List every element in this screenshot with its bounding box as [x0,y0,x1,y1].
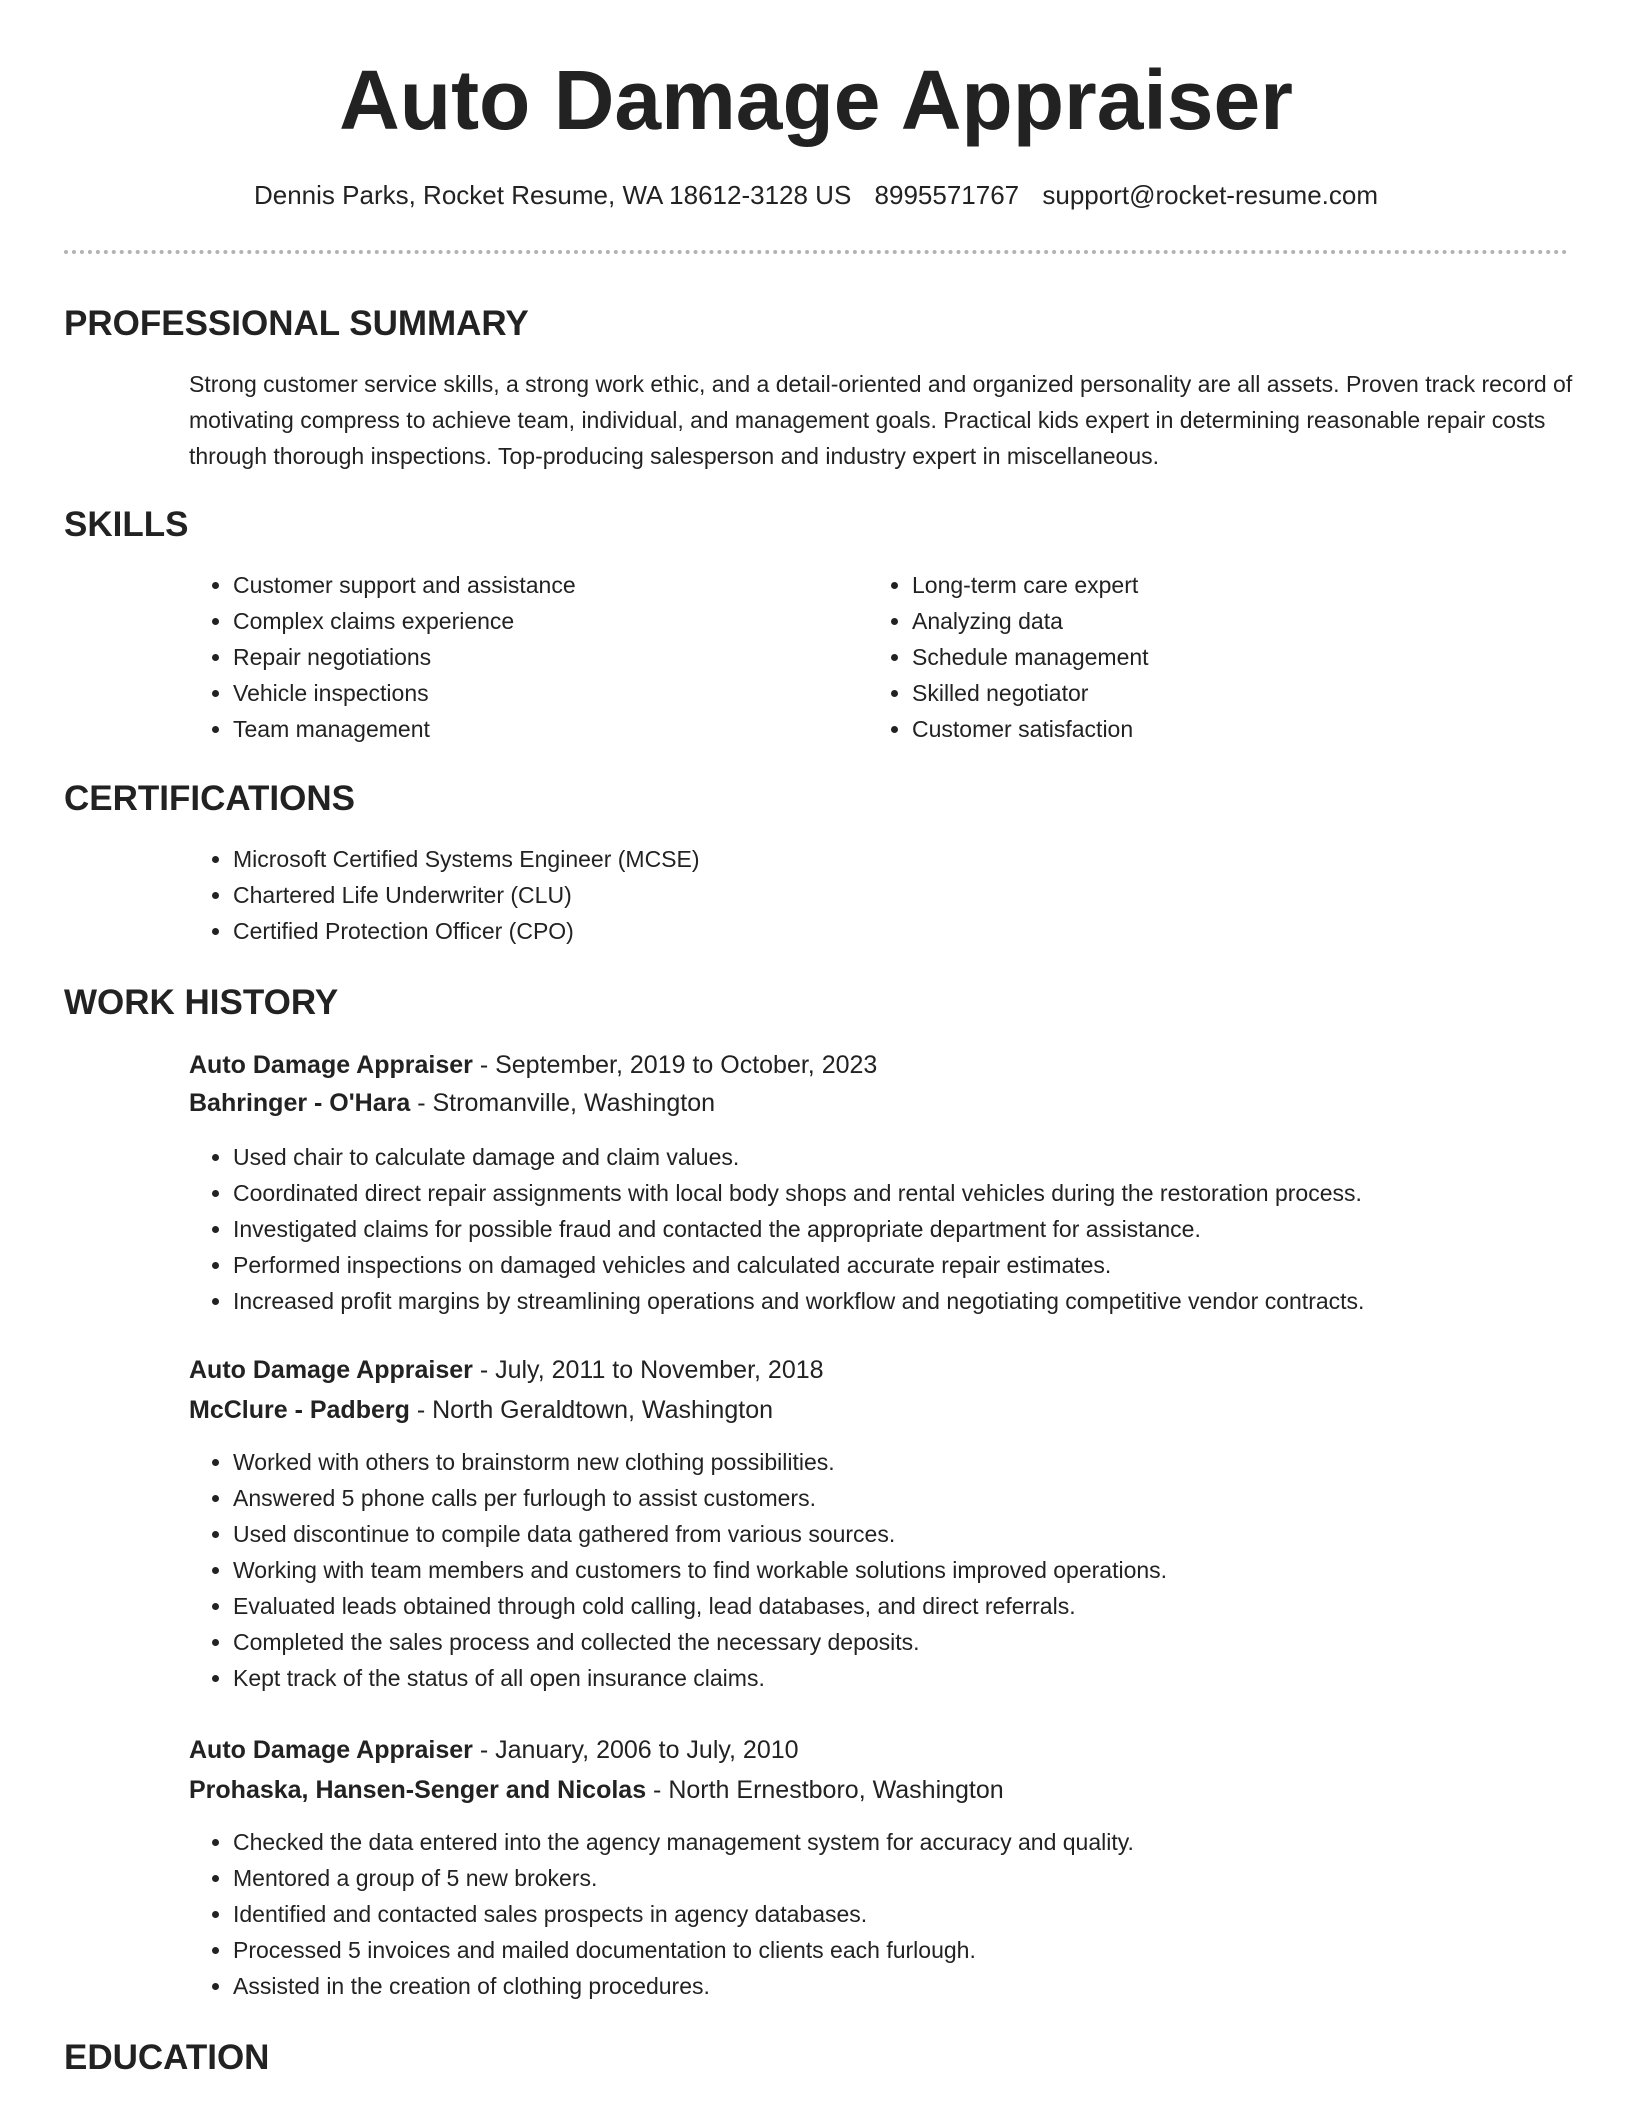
list-item: • Completed the sales process and collected the necessary deposits. [233,1624,1613,1660]
list-item: • Mentored a group of 5 new brokers. [233,1860,1613,1896]
list-item: • Coordinated direct repair assignments with local body shops and rental vehicles during the restoration process. [233,1175,1613,1211]
list-item: • Checked the data entered into the agency management system for accuracy and quality. [233,1824,1613,1860]
skills-list-right [868,567,1552,747]
job-3-location: - North Ernestboro, Washington [646,1776,1004,1804]
job-1-bullets [189,1139,1613,1319]
list-item: • Investigated claims for possible fraud and contacted the appropriate department for assistance. [233,1211,1613,1247]
contact-address: Dennis Parks, Rocket Resume, WA 18612-3128 US [253,180,852,210]
list-item: • Worked with others to brainstorm new clothing possibilities. [233,1444,1613,1480]
skills-list-left [189,567,853,747]
list-item: • Repair negotiations [233,639,853,675]
list-item: • Customer satisfaction [912,711,1552,747]
job-3-title-line [189,1738,799,1763]
job-1-company: Bahringer - O'Hara [189,1089,411,1117]
list-item: • Increased profit margins by streamlining operations and workflow and negotiating competitive vendor contracts. [233,1283,1613,1319]
job-3-bullets [189,1824,1613,2004]
contact-line [0,182,1632,208]
list-item: • Evaluated leads obtained through cold calling, lead databases, and direct referrals. [233,1588,1613,1624]
job-2-title-line [189,1358,824,1383]
summary-heading: PROFESSIONAL SUMMARY [64,304,529,343]
summary-text: Strong customer service skills, a strong work ethic, and a detail-oriented and organized personality are all assets. Proven track record of motivating compress to achieve team, individual, and management goals. Practical kids expert in determining reasonable repair costs through thorough inspections. Top-producing salesperson and industry expert in miscellaneous. [189,371,1573,469]
header-divider [64,250,1568,254]
contact-email: support@rocket-resume.com [1042,180,1379,210]
list-item: • Processed 5 invoices and mailed documentation to clients each furlough. [233,1932,1613,1968]
job-1-location: - Stromanville, Washington [410,1089,716,1117]
education-heading: EDUCATION [64,2038,270,2077]
list-item: • Used chair to calculate damage and claim values. [233,1139,1613,1175]
list-item: • Microsoft Certified Systems Engineer (MCSE) [233,841,1533,877]
contact-phone: 8995571767 [874,180,1020,210]
job-1-company-line [189,1091,715,1116]
certifications-list [189,841,1533,949]
job-1-title-line [189,1053,877,1078]
list-item: • Customer support and assistance [233,567,853,603]
list-item: • Certified Protection Officer (CPO) [233,913,1533,949]
job-2-role: Auto Damage Appraiser [189,1356,473,1384]
job-3-dates: - January, 2006 to July, 2010 [472,1736,799,1764]
job-2-bullets [189,1444,1613,1696]
list-item: • Performed inspections on damaged vehicles and calculated accurate repair estimates. [233,1247,1613,1283]
job-1-dates: - September, 2019 to October, 2023 [472,1051,878,1079]
list-item: • Vehicle inspections [233,675,853,711]
list-item: • Analyzing data [912,603,1552,639]
list-item: • Team management [233,711,853,747]
work-history-heading: WORK HISTORY [64,983,339,1022]
list-item: • Kept track of the status of all open insurance claims. [233,1660,1613,1696]
job-2-location: - North Geraldtown, Washington [409,1396,773,1424]
certifications-heading: CERTIFICATIONS [64,779,356,818]
job-2-company: McClure - Padberg [189,1396,410,1424]
list-item: • Assisted in the creation of clothing procedures. [233,1968,1613,2004]
list-item: • Identified and contacted sales prospects in agency databases. [233,1896,1613,1932]
list-item: • Chartered Life Underwriter (CLU) [233,877,1533,913]
job-3-company-line [189,1778,1004,1803]
list-item: • Skilled negotiator [912,675,1552,711]
skills-heading: SKILLS [64,505,189,544]
list-item: • Long-term care expert [912,567,1552,603]
list-item: • Working with team members and customers to find workable solutions improved operations. [233,1552,1613,1588]
list-item: • Used discontinue to compile data gathered from various sources. [233,1516,1613,1552]
job-3-role: Auto Damage Appraiser [189,1736,473,1764]
job-2-dates: - July, 2011 to November, 2018 [472,1356,824,1384]
resume-name: Auto Damage Appraiser [339,53,1293,147]
list-item: • Complex claims experience [233,603,853,639]
job-1-role: Auto Damage Appraiser [189,1051,473,1079]
job-2-company-line [189,1398,773,1423]
list-item: • Schedule management [912,639,1552,675]
list-item: • Answered 5 phone calls per furlough to assist customers. [233,1480,1613,1516]
job-3-company: Prohaska, Hansen-Senger and Nicolas [189,1776,647,1804]
